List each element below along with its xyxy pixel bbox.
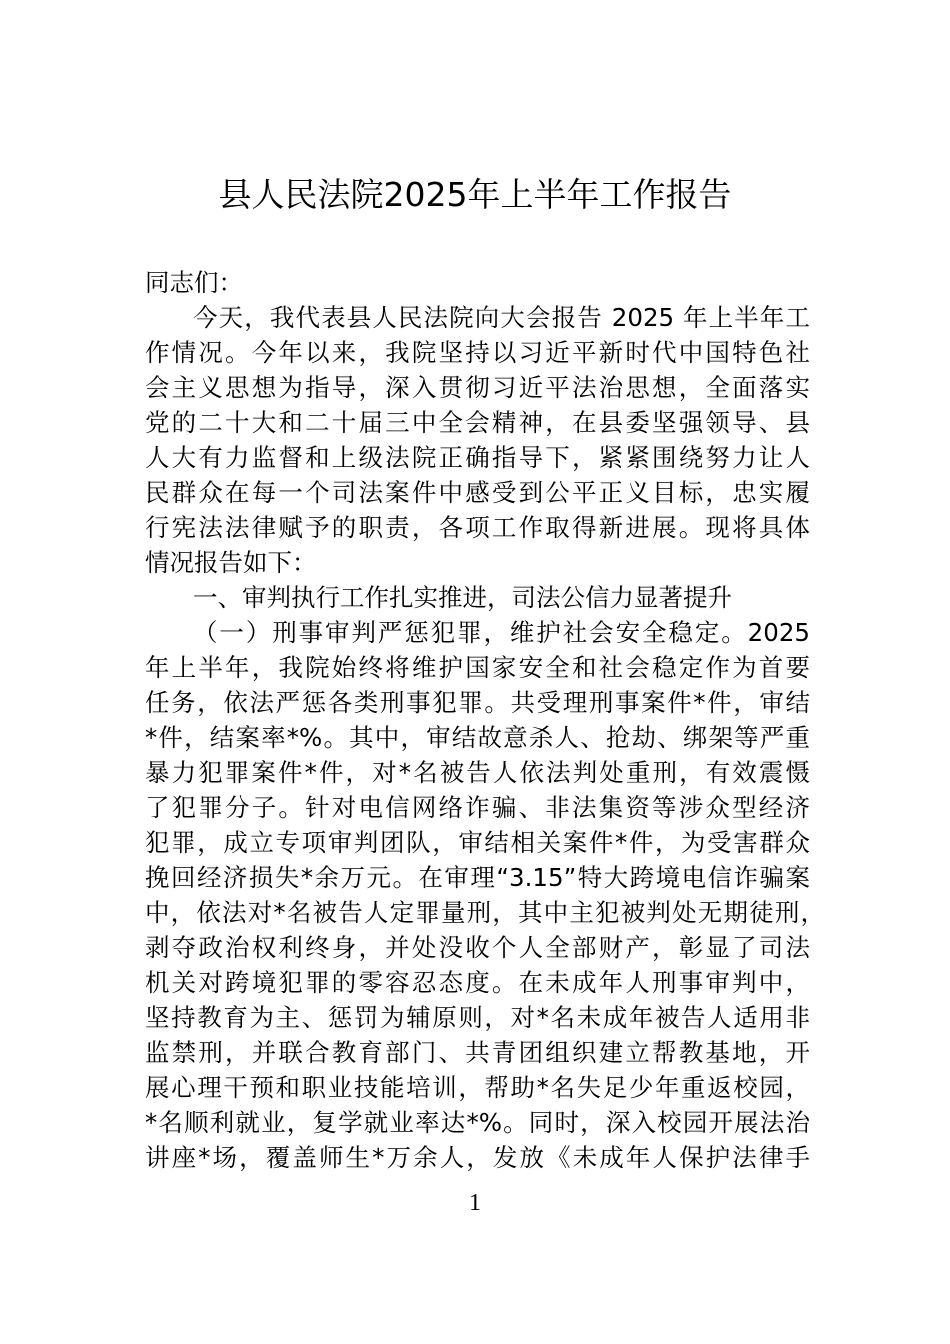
section-line: （一）刑事审判严惩犯罪，维护社会安全稳定。2025: [193, 618, 810, 647]
body-line: 作情况。今年以来，我院坚持以习近平新时代中国特色社: [145, 338, 810, 367]
section-line: 坚持教育为主、惩罚为辅原则，对*名未成年被告人适用非: [145, 1003, 810, 1032]
body-line: 会主义思想为指导，深入贯彻习近平法治思想，全面落实: [145, 373, 810, 402]
section-line: 年上半年，我院始终将维护国家安全和社会稳定作为首要: [145, 653, 810, 682]
section-line: 展心理干预和职业技能培训，帮助*名失足少年重返校园，: [145, 1073, 810, 1102]
section-heading: 一、审判执行工作扎实推进，司法公信力显著提升: [193, 583, 732, 612]
section-line: 挽回经济损失*余万元。在审理“3.15”特大跨境电信诈骗案: [145, 863, 810, 892]
section-line: 讲座*场，覆盖师生*万余人，发放《未成年人保护法律手: [145, 1143, 810, 1172]
page-number: 1: [469, 1190, 481, 1216]
section-line: 任务，依法严惩各类刑事犯罪。共受理刑事案件*件，审结: [145, 688, 810, 717]
body-line: 人大有力监督和上级法院正确指导下，紧紧围绕努力让人: [145, 443, 810, 472]
section-line: *件，结案率*%。其中，审结故意杀人、抢劫、绑架等严重: [145, 723, 810, 752]
section-line: 了犯罪分子。针对电信网络诈骗、非法集资等涉众型经济: [145, 793, 810, 822]
section-line: 暴力犯罪案件*件，对*名被告人依法判处重刑，有效震慑: [145, 758, 810, 787]
body-line: 情况报告如下：: [145, 548, 317, 577]
body-line: 民群众在每一个司法案件中感受到公平正义目标，忠实履: [145, 478, 810, 507]
body-line: 行宪法法律赋予的职责，各项工作取得新进展。现将具体: [145, 513, 810, 542]
section-line: 犯罪，成立专项审判团队，审结相关案件*件，为受害群众: [145, 828, 810, 857]
body-line: 党的二十大和二十届三中全会精神，在县委坚强领导、县: [145, 408, 810, 437]
section-line: 中，依法对*名被告人定罪量刑，其中主犯被判处无期徒刑，: [145, 898, 825, 927]
section-line: 剥夺政治权利终身，并处没收个人全部财产，彰显了司法: [145, 933, 810, 962]
body-line: 今天，我代表县人民法院向大会报告 2025 年上半年工: [193, 303, 810, 332]
section-line: *名顺利就业，复学就业率达*%。同时，深入校园开展法治: [145, 1108, 810, 1137]
section-line: 监禁刑，并联合教育部门、共青团组织建立帮教基地，开: [145, 1038, 810, 1067]
salutation: 同志们：: [145, 268, 243, 297]
section-line: 机关对跨境犯罪的零容忍态度。在未成年人刑事审判中，: [145, 968, 810, 997]
document-title: 县人民法院2025年上半年工作报告: [218, 175, 732, 214]
